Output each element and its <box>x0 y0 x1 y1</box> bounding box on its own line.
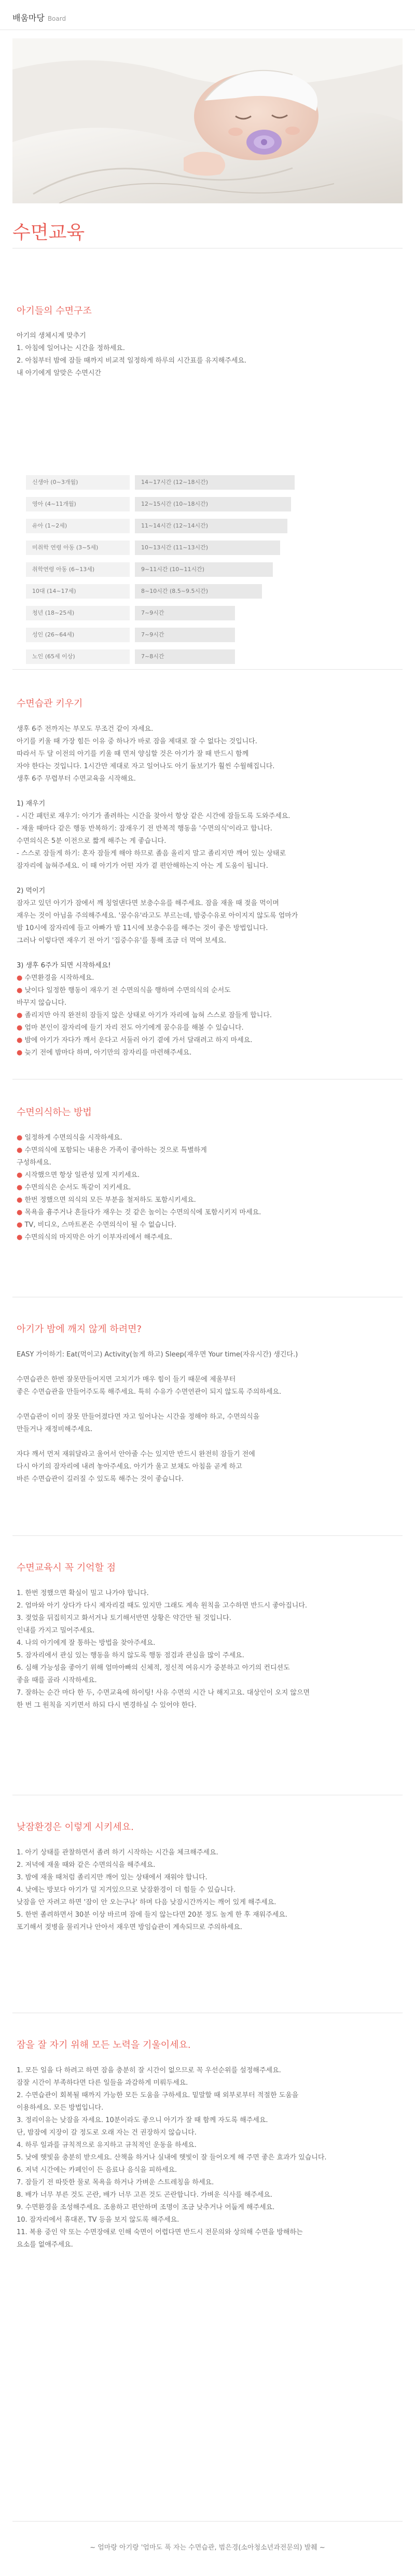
sleep-table-age: 청년 (18~25세) <box>26 606 130 620</box>
habit-sub3-item: ● 엄마 본인이 잠자리에 들기 자리 전도 아기에게 꿈수유를 해볼 수 있습니다. <box>17 1024 244 1032</box>
habit-sub3-title: 3) 생후 6주가 되면 시작하세요! <box>17 962 111 970</box>
structure-line: 1. 아침에 일어나는 시간을 정하세요. <box>17 344 125 352</box>
habit-sub1-line: - 스스로 잠들게 하기: 혼자 잠들게 해야 하므로 졸음 올리지 말고 졸리지만 깨어 있는 상태로 <box>17 850 286 857</box>
night-line: 수면습관이 이미 잘못 만들어졌다면 자고 일어나는 시간을 정해야 하고, 수면의식을 <box>17 1413 260 1421</box>
nap-item: 포기해서 젖병을 물리거나 안아서 재우면 방임습관이 계속되므로 주의하세요. <box>17 1923 242 1931</box>
habit-intro-line: 자야 한다는 것입니다. 1시간만 제대로 자고 일어나도 아기 돌보기가 훨씬 수월해집니다. <box>17 763 275 770</box>
ritual-item: ● 수면의식은 순서도 똑같이 지키세요. <box>17 1184 131 1192</box>
habit-sub2-line: 그러나 이렇다면 재우기 전 아기 '집중수유'를 통해 조금 더 먹여 보세요. <box>17 937 227 945</box>
ritual-item: ● TV, 비디오, 스마트폰은 수면의식이 될 수 없습니다. <box>17 1221 177 1229</box>
header <box>0 0 415 30</box>
sleepwell-item: 이용하세요. 모든 방법입니다. <box>17 2104 104 2112</box>
night-line: 좋은 수면습관을 만들어주도록 해주세요. 특히 수유가 수면연관이 되지 않도록 주의하세요. <box>17 1388 282 1396</box>
section-structure-title: 아기들의 수면구조 <box>17 306 92 316</box>
sleep-table-range: 9~11시간 (10~11시간) <box>135 562 273 577</box>
section-habit-body <box>17 723 398 1059</box>
sleep-table-range: 14~17시간 (12~18시간) <box>135 475 295 490</box>
habit-sub3-item: ● 수면환경을 시작하세요. <box>17 974 94 982</box>
sleepwell-item: 3. 정리이유는 낮잠을 자세요. 10분이라도 좋으니 아기가 잘 때 함께 자도록 해주세요. <box>17 2116 268 2124</box>
sleep-duration-table <box>26 471 316 667</box>
section-night-body <box>17 1349 398 1486</box>
sleep-table-range: 7~9시간 <box>135 628 235 642</box>
sleepwell-item: 2. 수면습관이 회복될 때까지 가능한 모든 도움을 구하세요. 밑말할 때 외부로부터 적절한 도움을 <box>17 2092 299 2099</box>
sleep-table-range: 12~15시간 (10~18시간) <box>135 497 291 511</box>
habit-sub3-item: ● 졸리지만 아직 완전히 잠들지 않은 상태로 아기가 자리에 눕혀 스스로 잠들게 합니다. <box>17 1012 272 1019</box>
sleep-table-row <box>26 624 316 645</box>
tips-item: 5. 잠자리에서 관심 있는 행동을 하지 않도록 행동 점검과 관심을 많이 주세요. <box>17 1652 244 1659</box>
tips-item: 한 번 그 원칙을 지키면서 하되 다시 변경하실 수 있어야 한다. <box>17 1701 197 1709</box>
habit-sub1-line: 잠자리에 눕혀주세요. 이 때 아기가 어떤 자가 곁 편안해하는지 아는 게 도움이 됩니다. <box>17 862 268 870</box>
tips-item: 좋을 때를 골라 시작하세요. <box>17 1677 97 1684</box>
structure-line: 아기의 생체시계 맞추기 <box>17 332 86 340</box>
sleep-table-range: 8~10시간 (8.5~9.5시간) <box>135 584 262 599</box>
habit-sub1-line: - 재울 때마다 같은 행동 반복하기: 잠재우기 전 반복적 행동을 '수면의식'이라고 합니다. <box>17 825 272 833</box>
tips-item: 인내를 가지고 밀어주세요. <box>17 1627 95 1635</box>
nap-item: 5. 한번 졸려하면서 30분 이상 바르며 잠에 들지 않는다면 20분 정도 놀게 한 후 재워주세요. <box>17 1911 287 1919</box>
sleepwell-item: 단, 밤잠에 지장이 갈 정도로 오래 자는 건 권장하지 않습니다. <box>17 2129 197 2137</box>
ritual-item: ● 수면의식에 포함되는 내용은 가족이 좋아하는 것으로 특별하게 <box>17 1146 207 1154</box>
sleepwell-item: 9. 수면환경을 조성해주세요. 조용하고 편안하며 조명이 조금 낮추거나 어둡게 해주세요. <box>17 2204 275 2211</box>
sleep-table-range: 7~8시간 <box>135 649 235 664</box>
sleepwell-item: 요소를 없애주세요. <box>17 2241 73 2249</box>
habit-intro-line: 아기를 키울 때 가장 힘든 이유 중 하나가 바로 잠을 제대로 잘 수 없다는 것입니다. <box>17 738 257 745</box>
section-ritual-title: 수면의식하는 방법 <box>17 1107 92 1118</box>
habit-sub3-item: ● 밤에 아기가 자다가 깨서 운다고 서둘러 아기 곁에 가서 달래려고 하지 마세요. <box>17 1036 253 1044</box>
tips-item: 2. 엄마와 아기 상다가 다시 제자리걸 때도 있지만 그래도 계속 원칙을 고수하면 반드시 좋아집니다. <box>17 1602 308 1610</box>
sleepwell-item: 6. 저녁 시간에는 카페인이 든 음료나 음식을 피하세요. <box>17 2166 177 2174</box>
nap-item: 2. 저녁에 재울 때와 같은 수면의식을 해주세요. <box>17 1861 156 1869</box>
section-ritual-body <box>17 1132 398 1244</box>
section-structure-body <box>17 330 398 380</box>
section-tips-title: 수면교육시 꼭 기억할 점 <box>17 1562 116 1573</box>
section-sleepwell-title: 잠을 잘 자기 위해 모든 노력을 기울이세요. <box>17 2040 191 2051</box>
sleepwell-item: 1. 모든 일을 다 하려고 하면 잠을 충분히 잘 시간이 없으므로 꼭 우선순위를 설정해주세요. <box>17 2067 281 2074</box>
sleepwell-item: 8. 배가 너무 부른 것도 곤란, 배가 너무 고픈 것도 곤란합니다. 가벼운 식사를 해주세요. <box>17 2191 272 2199</box>
sleep-table-range: 7~9시간 <box>135 606 235 620</box>
night-line <box>17 1436 398 1448</box>
tips-item: 3. 젖었을 뒤집히지고 화서거나 토기해서반면 상황은 약간만 될 것입니다. <box>17 1614 231 1622</box>
sleep-table-age: 유아 (1~2세) <box>26 519 130 533</box>
habit-sub3-item: ● 낮이다 일정한 행동이 재우기 전 수면의식을 행하며 수면의식의 순서도 <box>17 987 231 994</box>
ritual-item: 구성하세요. <box>17 1159 51 1167</box>
section-nap-body <box>17 1847 398 1934</box>
sleepwell-item: 7. 잠들기 전 따뜻한 물로 목욕을 하거나 가벼운 스트레칭을 하세요. <box>17 2179 214 2186</box>
habit-intro-line: 생후 6주 전까지는 부모도 무조건 같이 자세요. <box>17 725 154 733</box>
tips-item: 4. 나의 아기에게 잘 통하는 방법을 찾아주세요. <box>17 1639 156 1647</box>
sleep-table-row <box>26 580 316 602</box>
habit-intro-line: 생후 6주 무렵부터 수면교육을 시작해요. <box>17 775 136 783</box>
sleep-table-range: 10~13시간 (11~13시간) <box>135 541 280 555</box>
night-line <box>17 1398 398 1411</box>
sleep-table-age: 신생아 (0~3개월) <box>26 475 130 490</box>
hero-image <box>12 38 403 203</box>
section-night-title: 아기가 밤에 깨지 않게 하려면? <box>17 1324 142 1335</box>
board-title <box>12 11 66 23</box>
section-nap-title: 낮잠환경은 이렇게 시키세요. <box>17 1822 134 1833</box>
section-divider <box>12 1535 403 1536</box>
tips-item: 6. 심해 가능성을 좋아기 위해 엄마아빠의 신체적, 정신적 여유시가 중분하고 아기의 컨디션도 <box>17 1664 290 1672</box>
source-footer: ~ 엄마랑 아기랑 '엄마도 푹 자는 수면습관, 범은경(소아청소년과전문의) 발췌 ~ <box>90 2544 325 2552</box>
night-line: 다시 아기의 잠자리에 내려 놓아주세요. 아기가 울고 보채도 아침을 곧게 하고 <box>17 1463 242 1471</box>
tips-item: 7. 잘하는 순간 마다 한 두, 수면교육에 하이팅! 사유 수면의 시간 나 해지고요. 대상인이 오지 않으면 <box>17 1689 310 1697</box>
section-divider <box>12 2521 403 2522</box>
sleep-table-row <box>26 536 316 558</box>
sleep-table-row <box>26 515 316 536</box>
habit-sub1-title: 1) 재우기 <box>17 800 46 808</box>
sleep-table-row <box>26 645 316 667</box>
section-sleepwell-body <box>17 2065 398 2251</box>
board-subtitle: Board <box>47 15 66 22</box>
sleepwell-item: 5. 낮에 햇빛을 충분히 받으세요. 산책을 하거나 실내에 햇빛이 잘 들어오게 해 주면 좋은 효과가 있습니다. <box>17 2154 327 2162</box>
sleep-table-age: 미취학 연령 아동 (3~5세) <box>26 541 130 555</box>
habit-sub2-line: 재우는 것이 아님을 주의해주세요. '꿈수유'라고도 부르는데, 밤중수유로 아이지지 않도록 엄마가 <box>17 912 298 920</box>
habit-intro-line: 따라서 두 달 이전의 아기를 키울 때 먼저 양심할 것은 아기가 잘 때 반드시 함께 <box>17 750 249 758</box>
tips-item: 1. 한번 정했으면 확실이 밀고 나가야 합니다. <box>17 1589 149 1597</box>
nap-item: 3. 밤에 재울 때처럼 졸리지만 깨어 있는 상태에서 재워야 합니다. <box>17 1874 208 1881</box>
sleepwell-item: 잠잘 시간이 부족하다면 다른 일들을 과감하게 미뤄두세요. <box>17 2079 188 2087</box>
sleepwell-item: 4. 하루 일과를 규칙적으로 유지하고 규칙적인 운동을 하세요. <box>17 2141 197 2149</box>
habit-sub1-line: - 시간 패턴로 재우기: 아기가 졸려하는 시간을 찾아서 항상 같은 시간에 잠들도록 도와주세요. <box>17 812 290 820</box>
structure-line: 2. 아침부터 밤에 잠들 때까지 비교적 일정하게 하루의 시간표를 유지해주세요. <box>17 357 247 365</box>
night-line <box>17 1361 398 1374</box>
habit-sub1-line: 수면의식은 5분 이전으로 짧게 해주는 게 좋습니다. <box>17 837 167 845</box>
habit-sub2-line: 잠자고 있던 아기가 잠에서 깨 칭얼댄다면 보충수유를 해주세요. 잠을 재울 때 젖을 먹이며 <box>17 899 279 907</box>
habit-sub2-title: 2) 먹이기 <box>17 887 46 895</box>
night-line: 바른 수면습관이 길러질 수 있도록 해주는 것이 좋습니다. <box>17 1475 184 1483</box>
nap-item: 1. 아기 상태를 관찰하면서 졸려 하기 시작하는 시간을 체크해주세요. <box>17 1849 218 1857</box>
nap-item: 낮잠을 안 자려고 하면 '잠이 안 오는구나' 하며 다음 낮잠시간까지는 깨어 있게 해주세요. <box>17 1899 276 1906</box>
sleep-table-range: 11~14시간 (12~14시간) <box>135 519 287 533</box>
habit-sub2-line: 밤 10시에 잠자리에 들고 아빠가 밤 11시에 보충수유를 해주는 것이 좋은 방법입니다. <box>17 924 268 932</box>
sleep-table-row <box>26 558 316 580</box>
page-title: 수면교육 <box>12 222 85 243</box>
nap-item: 4. 낮에는 방보다 아기가 덜 지겨있으므로 낮잠환경이 더 힘들 수 있습니다. <box>17 1886 236 1894</box>
sleeping-baby-image <box>12 38 403 203</box>
sleep-table-row <box>26 602 316 624</box>
sleep-table-age: 10대 (14~17세) <box>26 584 130 599</box>
night-line: 수면습관은 한번 잘못만들어지면 고치기가 매우 힘이 들기 때문에 제울부터 <box>17 1376 236 1383</box>
ritual-item: ● 일정하게 수면의식을 시작하세요. <box>17 1134 122 1142</box>
ritual-item: ● 수면의식의 마지막은 아기 이부자리에서 해주세요. <box>17 1234 172 1241</box>
sleep-table-row <box>26 471 316 493</box>
night-line: 만들거나 재정비해주세요. <box>17 1425 93 1433</box>
habit-sub3-item: ● 늦기 전에 밤마다 하며, 아기만의 잠자리를 마련해주세요. <box>17 1049 192 1057</box>
sleepwell-item: 10. 잠자리에서 휴대폰, TV 등을 보지 않도록 해주세요. <box>17 2216 179 2224</box>
board-title-text: 배움마당 <box>12 13 45 23</box>
night-line: EASY 가이하기: Eat(먹이고) Activity(놀게 하고) Sleep(재우면 Your time(자유시간) 생긴다.) <box>17 1351 298 1359</box>
structure-line: 내 아기에게 알맞은 수면시간 <box>17 369 102 377</box>
habit-sub3-item: 바꾸지 않습니다. <box>17 999 67 1007</box>
sleep-table-age: 취학연령 아동 (6~13세) <box>26 562 130 577</box>
sleep-table-age: 영아 (4~11개월) <box>26 497 130 511</box>
ritual-item: ● 시작했으면 항상 일관성 있게 지키세요. <box>17 1171 140 1179</box>
section-habit-title: 수면습관 키우기 <box>17 698 83 709</box>
sleep-table-age: 노인 (65세 이상) <box>26 649 130 664</box>
ritual-item: ● 목욕을 흉주거나 흔들다가 재우는 것 같은 놀이는 수면의식에 포함시키지 마세요. <box>17 1209 261 1216</box>
sleep-table-row <box>26 493 316 515</box>
section-divider <box>12 669 403 670</box>
sleepwell-item: 11. 복용 중인 약 또는 수면장애로 인해 숙면이 어렵다면 반드시 전문의와 상의해 수면을 방해하는 <box>17 2228 303 2236</box>
section-tips-body <box>17 1587 398 1712</box>
night-line: 자다 깨서 먼저 재워달라고 울어서 안아줄 수는 있지만 반드시 완전히 잠들기 전에 <box>17 1450 255 1458</box>
sleep-table-age: 성인 (26~64세) <box>26 628 130 642</box>
ritual-item: ● 한번 정했으면 의식의 모든 부분을 철저하도 포함시키세요. <box>17 1196 196 1204</box>
